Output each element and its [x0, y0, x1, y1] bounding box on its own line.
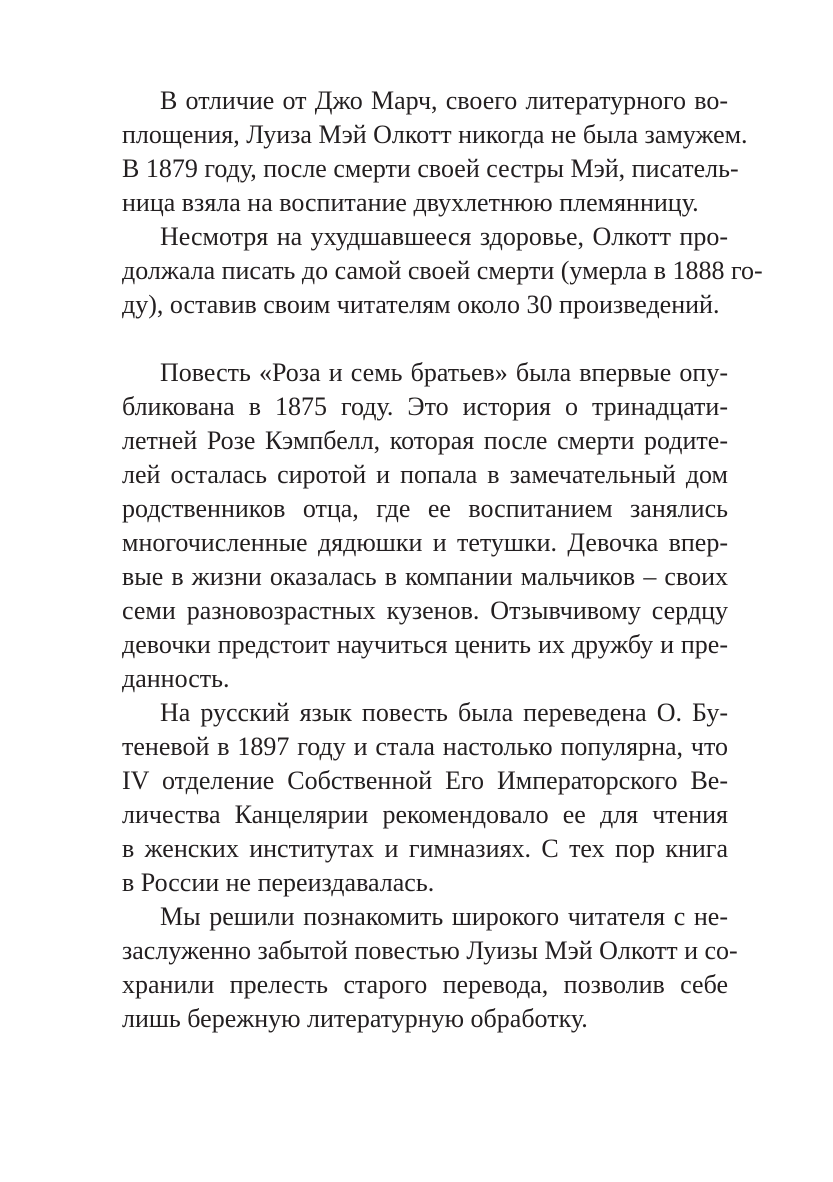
text-line: многочисленные дядюшки и тетушки. Девочка впер-: [122, 528, 728, 557]
text-line: должала писать до самой своей смерти (умерла в 1888 го-: [122, 256, 763, 285]
text-line: лишь бережную литературную обработку.: [122, 1004, 588, 1033]
text-line: родственников отца, где ее воспитанием занялись: [122, 494, 728, 523]
text-line: девочки предстоит научиться ценить их дружбу и пре-: [122, 630, 728, 659]
text-line: Повесть «Роза и семь братьев» была впервые опу-: [160, 358, 728, 387]
text-line: ница взяла на воспитание двухлетнюю племянницу.: [122, 188, 699, 217]
paragraph: [122, 220, 763, 322]
text-body: [122, 84, 763, 1036]
text-line: семи разновозрастных кузенов. Отзывчивому сердцу: [122, 596, 728, 625]
text-line: данность.: [122, 664, 230, 693]
text-line: На русский язык повесть была переведена О. Бу-: [160, 698, 728, 727]
text-line: в женских институтах и гимназиях. С тех пор книга: [122, 834, 728, 863]
text-line: В 1879 году, после смерти своей сестры Мэй, писатель-: [122, 154, 739, 183]
paragraph: [122, 356, 728, 696]
text-line: бликована в 1875 году. Это история о тринадцати-: [122, 392, 728, 421]
section-gap: [122, 322, 728, 356]
text-line: летней Розе Кэмпбелл, которая после смерти родите-: [122, 426, 728, 455]
text-line: в России не переиздавалась.: [122, 868, 435, 897]
text-line: хранили прелесть старого перевода, позволив себе: [122, 970, 728, 999]
text-line: вые в жизни оказалась в компании мальчиков – своих: [122, 562, 728, 591]
paragraph: [122, 900, 738, 1036]
text-line: В отличие от Джо Марч, своего литературного во-: [160, 86, 728, 115]
text-line: теневой в 1897 году и стала настолько популярна, что: [122, 732, 728, 761]
text-line: Мы решили познакомить широкого читателя с не-: [160, 902, 728, 931]
text-line: Несмотря на ухудшавшееся здоровье, Олкотт про-: [160, 222, 728, 251]
text-line: лей осталась сиротой и попала в замечательный дом: [122, 460, 728, 489]
paragraph: [122, 696, 728, 900]
text-line: ду), оставив своим читателям около 30 произведений.: [122, 290, 720, 319]
text-line: заслуженно забытой повестью Луизы Мэй Олкотт и со-: [122, 936, 738, 965]
text-line: личества Канцелярии рекомендовало ее для чтения: [122, 800, 728, 829]
text-line: IV отделение Собственной Его Императорского Ве-: [122, 766, 728, 795]
text-line: площения, Луиза Мэй Олкотт никогда не была замужем.: [122, 120, 748, 149]
paragraph: [122, 84, 748, 220]
